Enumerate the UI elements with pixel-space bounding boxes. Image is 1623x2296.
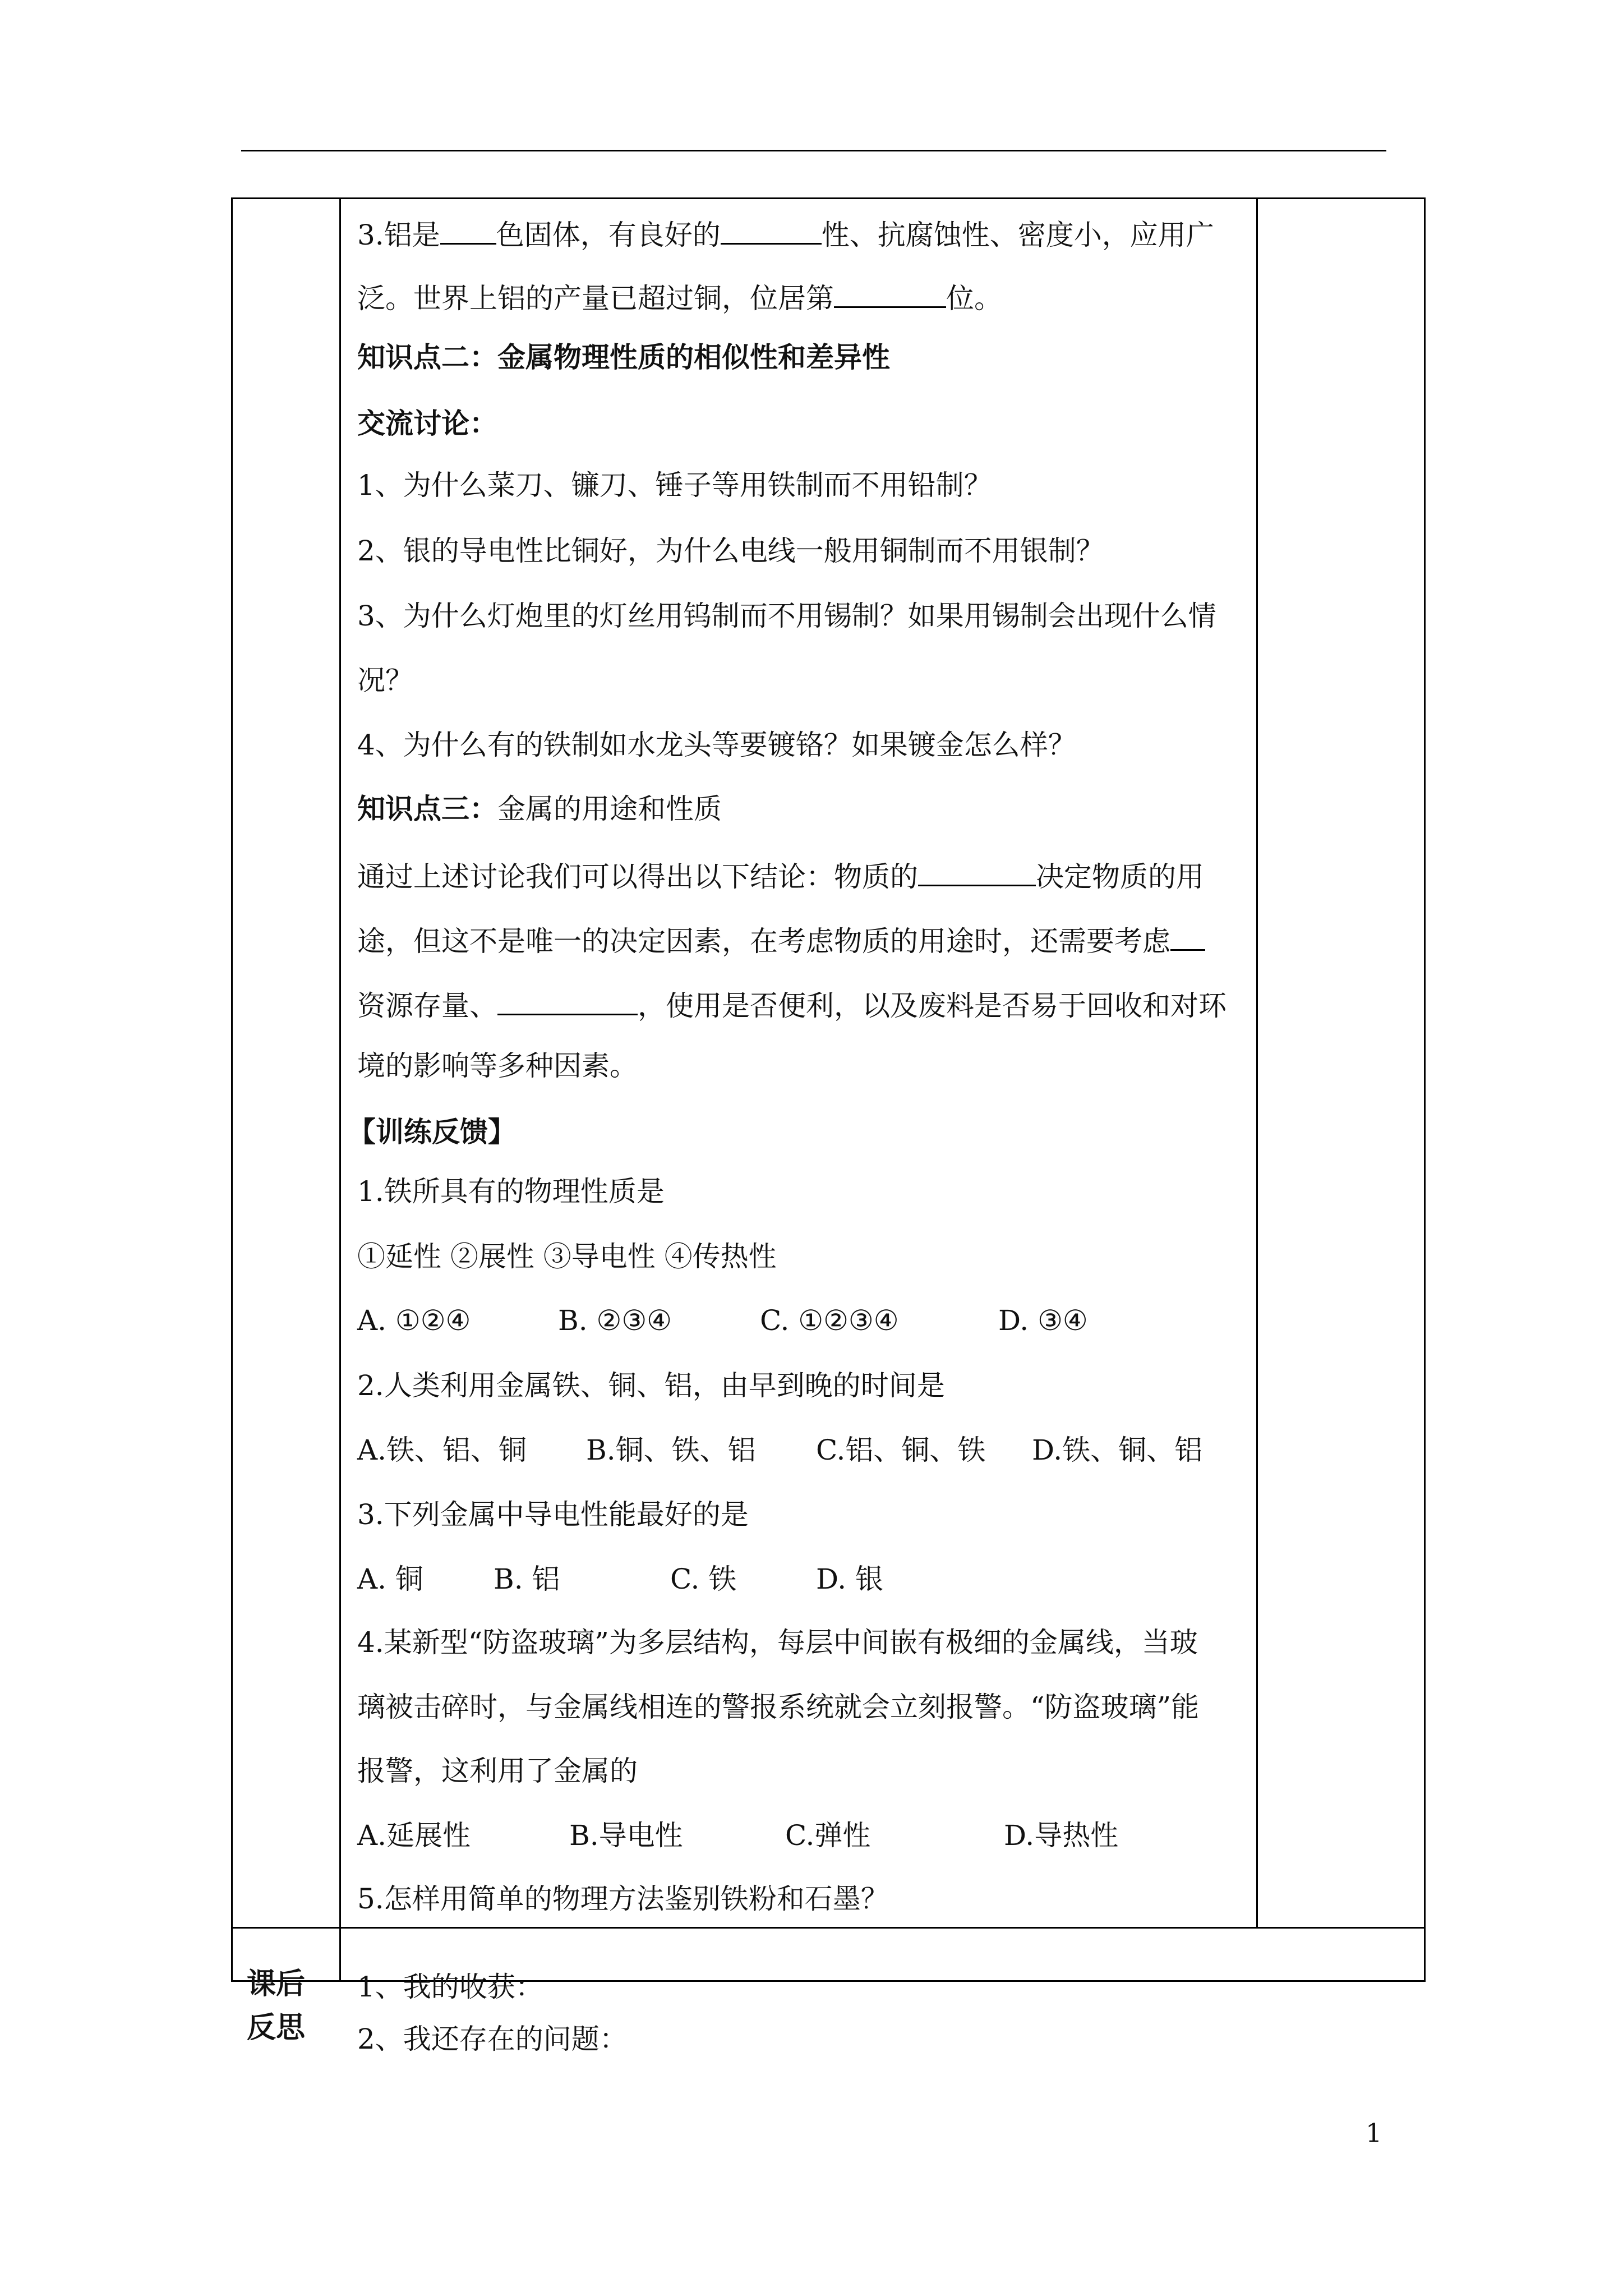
training-q4-line3: 报警，这利用了金属的 bbox=[357, 1755, 638, 1787]
training-q3-option-c: C. 铁 bbox=[670, 1563, 737, 1595]
training-q3-option-a: A. 铜 bbox=[357, 1563, 423, 1595]
table-right-column-divider bbox=[1256, 197, 1258, 1927]
conclusion-line4: 境的影响等多种因素。 bbox=[357, 1050, 638, 1082]
training-q1-option-c: C. ①②③④ bbox=[760, 1304, 899, 1337]
blank-property bbox=[721, 215, 822, 245]
blank-nature bbox=[918, 857, 1036, 886]
reflection-problems: 2、我还存在的问题： bbox=[357, 2023, 628, 2055]
blank-rank bbox=[834, 278, 946, 308]
kp3-label: 知识点三： bbox=[357, 792, 497, 825]
training-q3: 3.下列金属中导电性能最好的是 bbox=[357, 1498, 749, 1531]
q3-text-b: 色固体，有良好的 bbox=[496, 219, 721, 251]
kp3-text: 金属的用途和性质 bbox=[497, 793, 722, 825]
training-q4-line1: 4.某新型“防盗玻璃”为多层结构，每层中间嵌有极细的金属线，当玻 bbox=[357, 1626, 1198, 1659]
training-q5: 5.怎样用简单的物理方法鉴别铁粉和石墨？ bbox=[357, 1883, 889, 1915]
q3-text-a: 3.铝是 bbox=[357, 219, 440, 251]
conclusion-text-b: 决定物质的用 bbox=[1036, 861, 1204, 893]
training-q1-option-d: D. ③④ bbox=[998, 1304, 1088, 1337]
conclusion-line2 bbox=[357, 921, 1205, 958]
discussion-q2: 2、银的导电性比铜好，为什么电线一般用铜制而不用银制？ bbox=[357, 535, 1104, 567]
q3-line2-text-b: 位。 bbox=[946, 282, 1002, 315]
training-q4-option-b: B.导电性 bbox=[569, 1819, 683, 1852]
discussion-q1: 1、为什么菜刀、镰刀、锤子等用铁制而不用铅制？ bbox=[357, 469, 992, 501]
discussion-q4: 4、为什么有的铁制如水龙头等要镀铬？如果镀金怎么样？ bbox=[357, 729, 1076, 761]
q3-line2-text-a: 泛。世界上铝的产量已超过铜，位居第 bbox=[357, 282, 834, 315]
conclusion-text-d: 资源存量、 bbox=[357, 990, 497, 1022]
reflection-gains: 1、我的收获： bbox=[357, 1971, 543, 2003]
training-q3-option-d: D. 银 bbox=[816, 1563, 884, 1595]
training-q4-line2: 璃被击碎时，与金属线相连的警报系统就会立刻报警。“防盗玻璃”能 bbox=[357, 1691, 1200, 1723]
training-q4-option-a: A.延展性 bbox=[357, 1819, 471, 1852]
reflection-label-line1: 课后 bbox=[247, 1967, 306, 2001]
conclusion-line1 bbox=[357, 857, 1204, 894]
table-row-divider bbox=[231, 1927, 1426, 1929]
blank-price bbox=[497, 986, 638, 1015]
training-q1-option-a: A. ①②④ bbox=[357, 1304, 471, 1337]
training-q1-properties: ①延性 ②展性 ③导电性 ④传热性 bbox=[357, 1240, 777, 1273]
training-q2-option-d: D.铁、铜、铝 bbox=[1032, 1434, 1203, 1466]
training-q3-option-b: B. 铝 bbox=[494, 1563, 560, 1595]
q3-line2 bbox=[357, 278, 1002, 315]
blank-color bbox=[440, 215, 496, 245]
training-q2: 2.人类利用金属铁、铜、铝，由早到晚的时间是 bbox=[357, 1369, 945, 1402]
training-title: 【训练反馈】 bbox=[348, 1115, 516, 1148]
training-q4-option-c: C.弹性 bbox=[785, 1819, 871, 1852]
training-q1-option-b: B. ②③④ bbox=[558, 1304, 672, 1337]
q3-line1 bbox=[357, 215, 1214, 252]
training-q4-option-d: D.导热性 bbox=[1004, 1819, 1119, 1852]
training-q2-option-a: A.铁、铝、铜 bbox=[357, 1434, 527, 1466]
knowledge-point-2-title: 知识点二：金属物理性质的相似性和差异性 bbox=[357, 341, 890, 374]
blank-consider bbox=[1170, 921, 1205, 951]
conclusion-text-c: 途，但这不是唯一的决定因素，在考虑物质的用途时，还需要考虑 bbox=[357, 925, 1170, 958]
q3-text-c: 性、抗腐蚀性、密度小，应用广 bbox=[821, 219, 1214, 251]
table-left-column-divider bbox=[339, 197, 341, 1982]
conclusion-text-a: 通过上述讨论我们可以得出以下结论：物质的 bbox=[357, 861, 918, 893]
training-q2-option-b: B.铜、铁、铝 bbox=[586, 1434, 756, 1466]
discussion-q3-line1: 3、为什么灯炮里的灯丝用钨制而不用锡制？如果用锡制会出现什么情 bbox=[357, 600, 1216, 632]
reflection-label-line2: 反思 bbox=[247, 2010, 306, 2045]
discussion-title: 交流讨论： bbox=[357, 407, 497, 440]
discussion-q3-line2: 况？ bbox=[357, 664, 413, 697]
conclusion-line3 bbox=[357, 986, 1227, 1023]
training-q1: 1.铁所具有的物理性质是 bbox=[357, 1175, 665, 1208]
training-q2-option-c: C.铝、铜、铁 bbox=[816, 1434, 986, 1466]
conclusion-text-e: ，使用是否便利，以及废料是否易于回收和对环 bbox=[638, 990, 1227, 1022]
header-rule bbox=[241, 150, 1386, 151]
knowledge-point-3-title bbox=[357, 792, 722, 826]
page-number: 1 bbox=[1366, 2118, 1382, 2148]
